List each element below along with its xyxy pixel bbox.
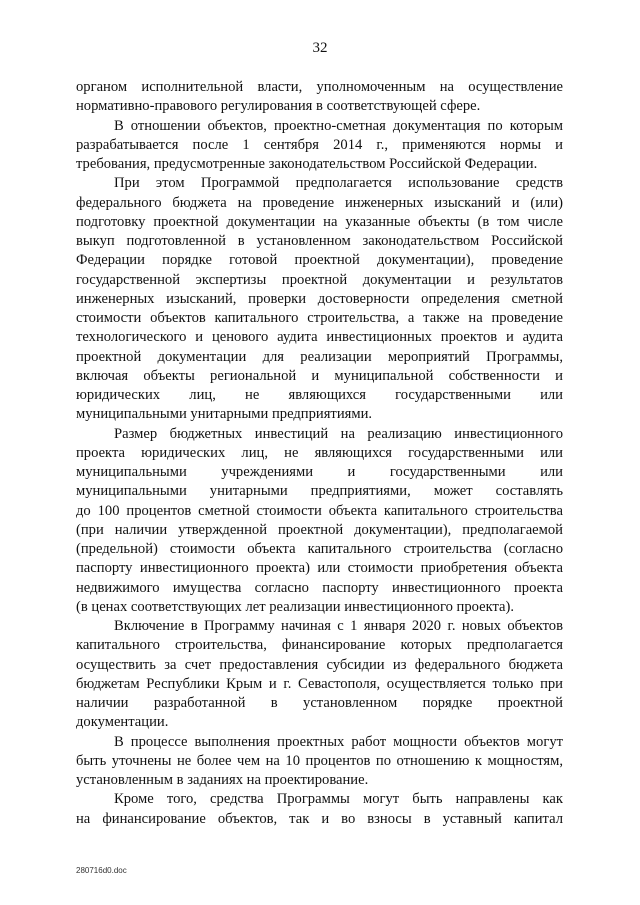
text-line: Включение в Программу начиная с 1 января 2020 г. новых объектов — [114, 618, 563, 634]
text-line: паспорту инвестиционного проекта) или стоимости приобретения объекта — [76, 560, 563, 577]
text-line: установленным в заданиях на проектирование. — [76, 772, 369, 788]
paragraph — [76, 617, 563, 733]
text-line: стоимости объектов капитального строительства, а также на проведение — [76, 310, 563, 326]
text-line: нормативно-правового регулирования в соответствующей сфере. — [76, 98, 481, 115]
text-line: технологического и ценового аудита инвестиционных проектов и аудита — [76, 329, 563, 346]
text-line: органом исполнительной власти, уполномоченным на осуществление — [76, 79, 563, 95]
paragraph — [76, 790, 563, 829]
text-line: требования, предусмотренные законодательством Российской Федерации. — [76, 156, 538, 172]
paragraph — [76, 174, 563, 424]
text-line: (при наличии утвержденной проектной документации), предполагаемой — [76, 521, 563, 538]
text-line: Федерации порядке готовой проектной документации), проведение — [76, 252, 563, 269]
text-line: муниципальными унитарными предприятиями. — [76, 406, 373, 423]
text-line: При этом Программой предполагается использование средств — [114, 175, 563, 192]
text-line: бюджетам Республики Крым и г. Севастополя, осуществляется только при — [76, 675, 563, 692]
text-line: В процессе выполнения проектных работ мощности объектов могут — [114, 733, 563, 750]
text-line: документации. — [76, 714, 169, 731]
text-line: подготовку проектной документации на указанные объекты (в том числе — [76, 213, 563, 230]
text-line: В отношении объектов, проектно-сметная документация по которым — [114, 117, 563, 134]
text-line: на финансирование объектов, так и во взносы в уставный капитал — [76, 810, 563, 827]
text-line: юридических лиц, не являющихся государственными или — [76, 387, 563, 403]
text-line: проектной документации для реализации мероприятий Программы, — [76, 348, 563, 365]
text-line: проекта юридических лиц, не являющихся государственными или — [76, 444, 563, 461]
text-line: (в ценах соответствующих лет реализации инвестиционного проекта). — [76, 598, 515, 615]
document-filename: 280716d0.doc — [76, 866, 127, 875]
text-line: федерального бюджета на проведение инженерных изысканий и (или) — [76, 194, 563, 211]
text-line: Кроме того, средства Программы могут быть направлены как — [114, 791, 563, 808]
body-text — [76, 78, 563, 829]
paragraph — [76, 78, 563, 117]
text-line: включая объекты региональной и муниципальной собственности и — [76, 367, 563, 384]
text-line: Размер бюджетных инвестиций на реализацию инвестиционного — [114, 425, 563, 442]
text-line: наличии разработанной в установленном порядке проектной — [76, 695, 563, 711]
text-line: до 100 процентов сметной стоимости объекта капитального строительства — [76, 502, 563, 519]
paragraph — [76, 733, 563, 791]
paragraph — [76, 117, 563, 175]
text-line: капитального строительства, финансирование которых предполагается — [76, 637, 563, 654]
page-number: 32 — [312, 40, 328, 56]
text-line: муниципальными унитарными предприятиями, может составлять — [76, 483, 563, 500]
text-line: выкуп подготовленной в установленном законодательством Российской — [76, 233, 563, 249]
text-line: разрабатывается после 1 сентября 2014 г., применяются нормы и — [76, 136, 563, 153]
text-line: муниципальными учреждениями и государственными или — [76, 464, 563, 480]
text-line: (предельной) стоимости объекта капитального строительства (согласно — [76, 541, 563, 557]
text-line: осуществить за счет предоставления субсидии из федерального бюджета — [76, 656, 563, 673]
text-line: недвижимого имущества согласно паспорту инвестиционного проекта — [76, 579, 563, 596]
text-line: быть уточнены не более чем на 10 процентов по отношению к мощностям, — [76, 752, 563, 769]
paragraph — [76, 425, 563, 618]
text-line: государственной экспертизы проектной документации и результатов — [76, 271, 563, 288]
text-line: инженерных изысканий, проверки достоверности определения сметной — [76, 290, 563, 307]
